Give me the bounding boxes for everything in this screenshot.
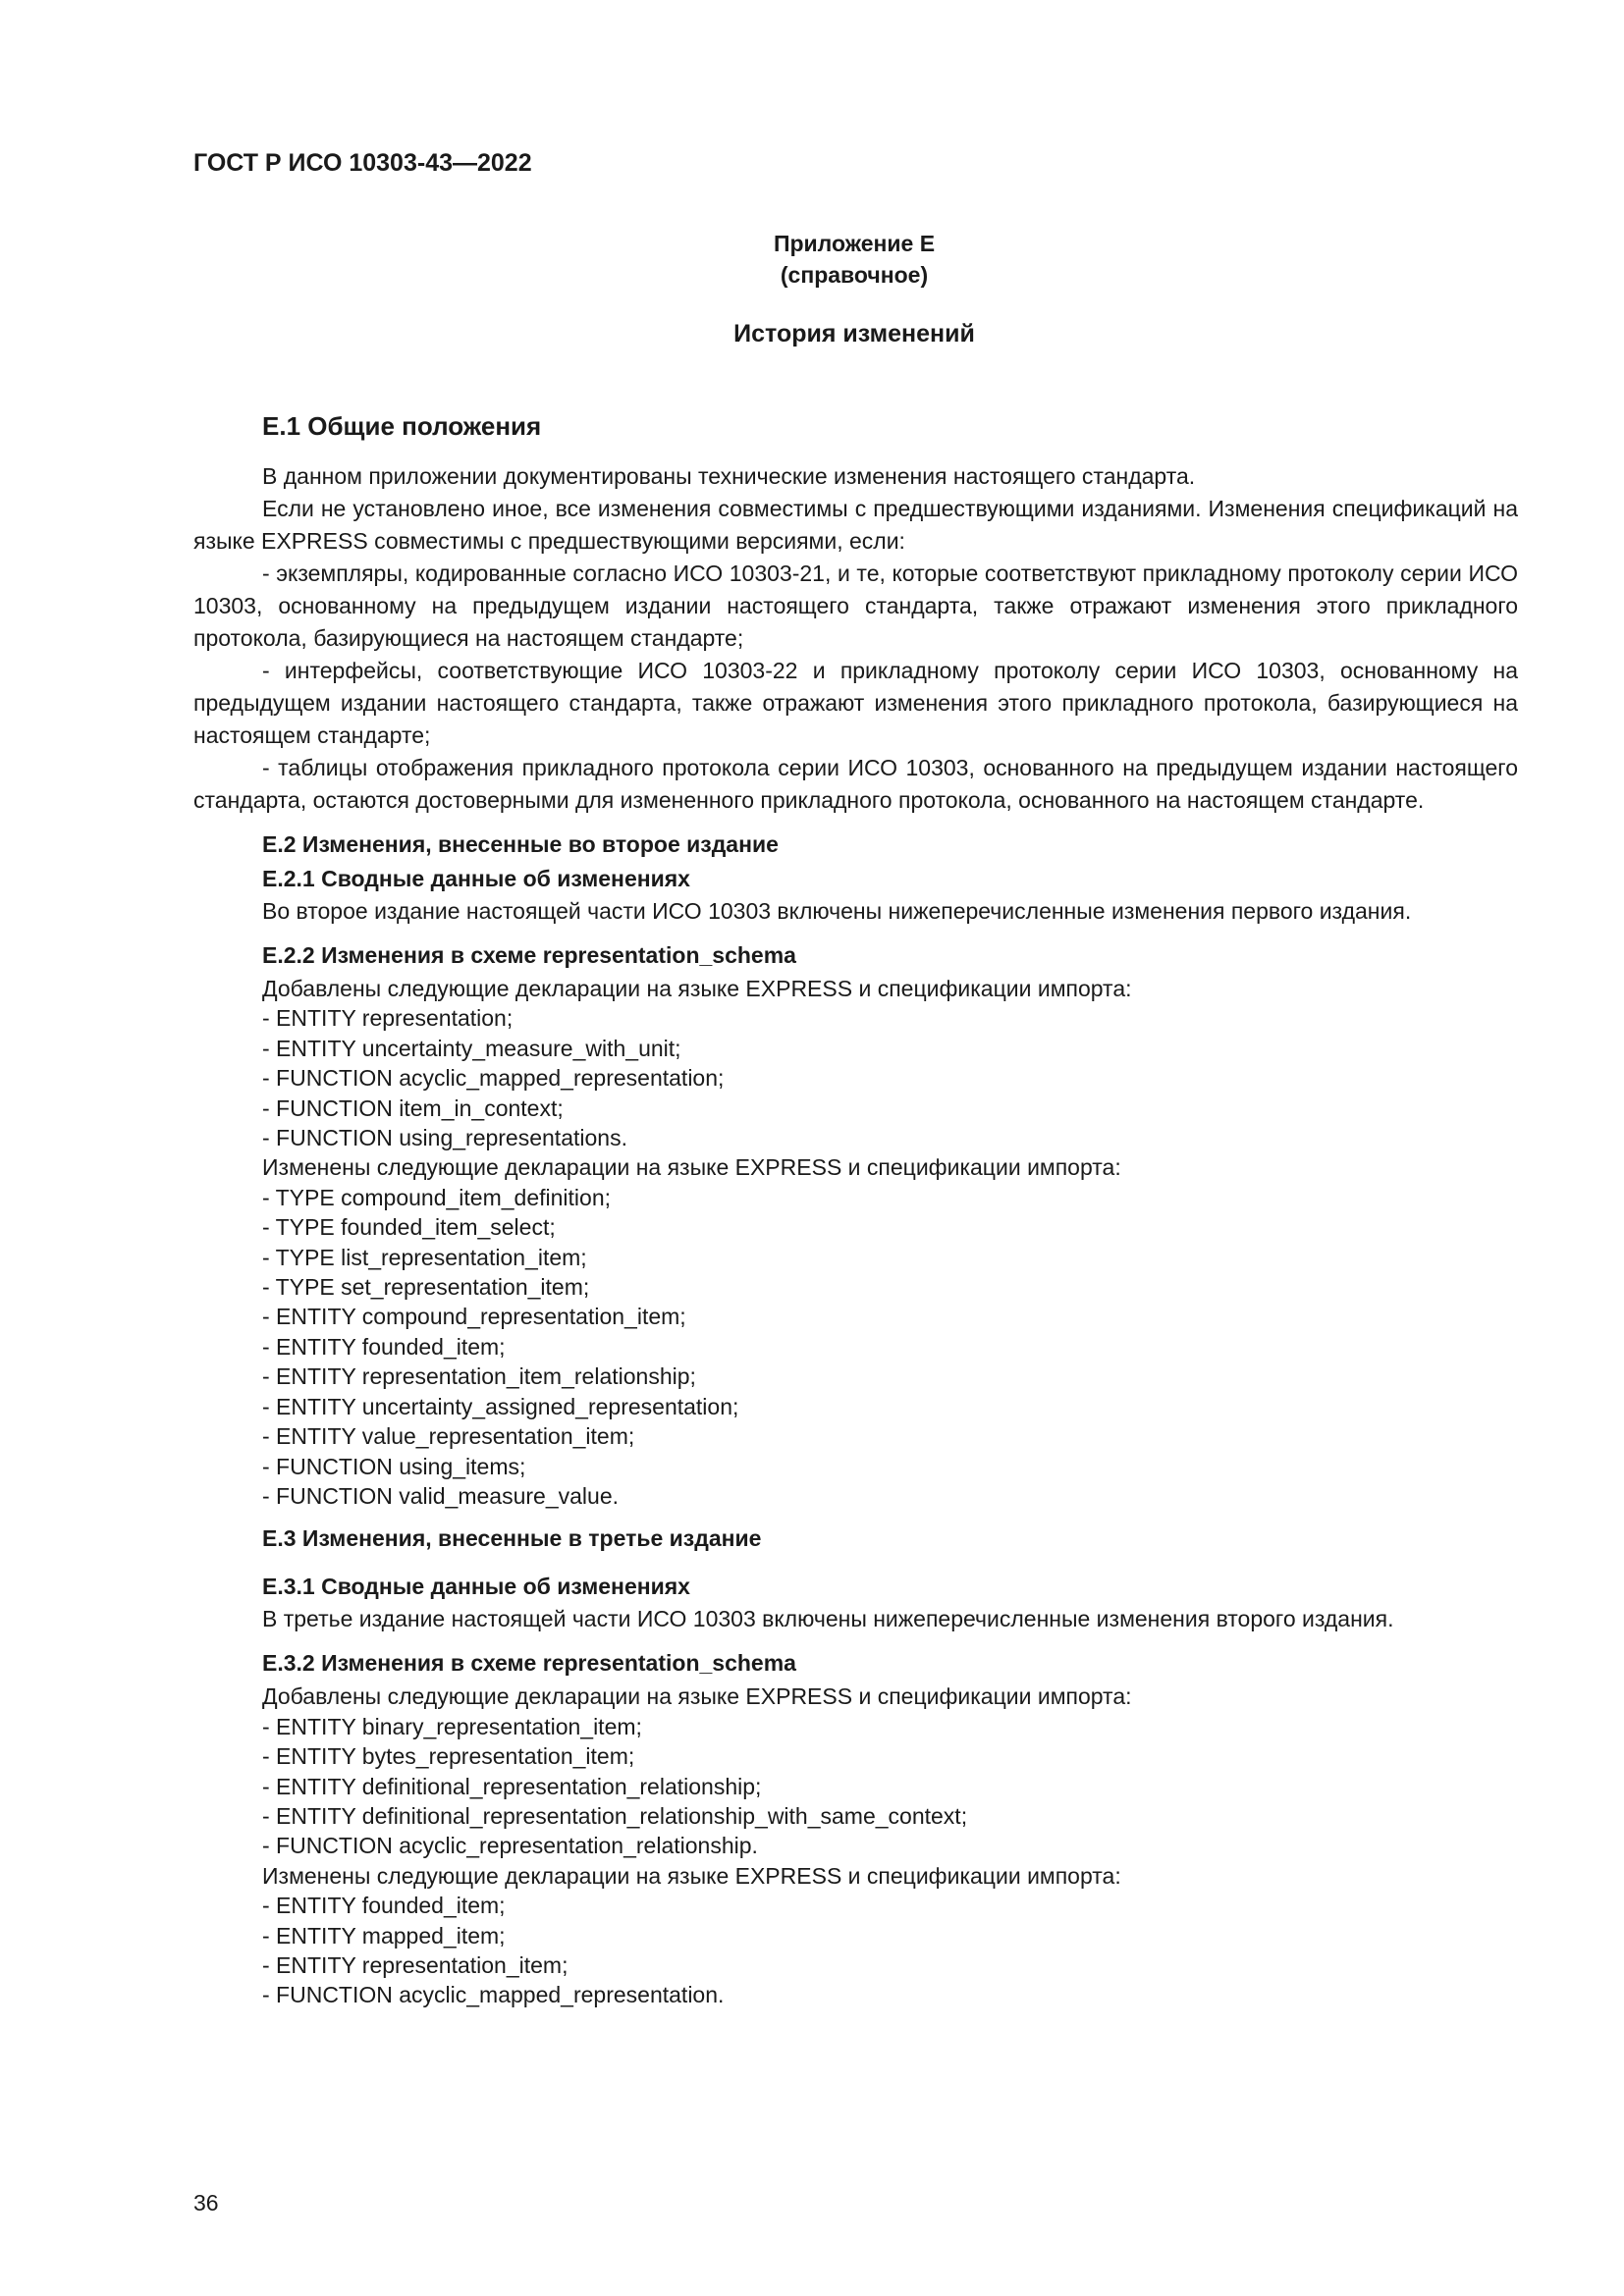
list-item: - FUNCTION item_in_context; — [262, 1095, 564, 1121]
subsection-heading-e31: Е.3.1 Сводные данные об изменениях — [262, 1574, 690, 1600]
annex-heading — [0, 228, 1624, 291]
list-item: - ENTITY uncertainty_assigned_representation; — [262, 1393, 739, 1419]
list-item: - FUNCTION acyclic_representation_relationship. — [262, 1833, 758, 1859]
subsection-heading-e32: Е.3.2 Изменения в схеме representation_schema — [262, 1650, 796, 1677]
changed-declarations-list — [193, 1183, 1518, 1511]
section-heading-e1: Е.1 Общие положения — [262, 411, 542, 441]
list-item: - TYPE list_representation_item; — [262, 1244, 587, 1270]
subsection-heading-e21: Е.2.1 Сводные данные об изменениях — [262, 866, 690, 891]
document-body — [193, 410, 1518, 2010]
list-item: - FUNCTION acyclic_mapped_representation. — [262, 1982, 725, 2008]
list-item: - FUNCTION acyclic_mapped_representation; — [262, 1065, 725, 1092]
page-number: 36 — [193, 2190, 219, 2216]
added-declarations-list — [193, 1712, 1518, 1861]
list-item: - FUNCTION using_items; — [262, 1453, 526, 1479]
list-item: - ENTITY representation_item; — [262, 1951, 568, 1978]
list-item: - ENTITY definitional_representation_relationship; — [262, 1773, 762, 1799]
changed-declarations-list — [193, 1891, 1518, 2010]
paragraph: В данном приложении документированы технические изменения настоящего стандарта. — [262, 463, 1196, 489]
document-id: ГОСТ Р ИСО 10303-43—2022 — [193, 149, 532, 177]
list-item: - ENTITY representation_item_relationship; — [262, 1363, 696, 1390]
section-heading-e2: Е.2 Изменения, внесенные во второе издание — [262, 831, 779, 857]
list-intro: Добавлены следующие декларации на языке EXPRESS и спецификации импорта: — [262, 1683, 1132, 1710]
annex-type: (справочное) — [780, 262, 929, 288]
section-heading-e3: Е.3 Изменения, внесенные в третье издание — [262, 1525, 762, 1552]
list-item: - ENTITY compound_representation_item; — [262, 1304, 686, 1330]
paragraph: Во второе издание настоящей части ИСО 10303 включены нижеперечисленные изменения первого издания. — [262, 898, 1412, 924]
list-item: - ENTITY bytes_representation_item; — [262, 1743, 635, 1770]
list-intro: Добавлены следующие декларации на языке EXPRESS и спецификации импорта: — [262, 976, 1132, 1001]
list-item: - ENTITY representation; — [262, 1005, 514, 1032]
list-item: - ENTITY definitional_representation_relationship_with_same_context; — [262, 1802, 968, 1829]
list-item: - TYPE compound_item_definition; — [262, 1184, 611, 1210]
paragraph: В третье издание настоящей части ИСО 10303 включены нижеперечисленные изменения второго издания. — [262, 1606, 1394, 1632]
paragraph: - интерфейсы, соответствующие ИСО 10303-22 и прикладному протоколу серии ИСО 10303, основанному на предыдущем издании настоящего стандарта, также отражают изменения этого прикладного протокола, базирующиеся на настоящем стандарте; — [193, 658, 1518, 748]
list-item: - ENTITY value_representation_item; — [262, 1423, 635, 1450]
list-intro: Изменены следующие декларации на языке EXPRESS и спецификации импорта: — [262, 1862, 1121, 1889]
paragraph: - экземпляры, кодированные согласно ИСО 10303-21, и те, которые соответствуют прикладному протоколу серии ИСО 10303, основанному на предыдущем издании настоящего стандарта, также отражают изменения этого прикладного протокола, базирующиеся на настоящем стандарте; — [193, 561, 1518, 651]
list-item: - FUNCTION valid_measure_value. — [262, 1482, 620, 1509]
list-item: - TYPE set_representation_item; — [262, 1274, 590, 1301]
list-item: - ENTITY mapped_item; — [262, 1922, 506, 1949]
annex-label: Приложение Е — [773, 231, 936, 256]
list-item: - ENTITY binary_representation_item; — [262, 1713, 642, 1739]
paragraph: - таблицы отображения прикладного протокола серии ИСО 10303, основанного на предыдущем издании настоящего стандарта, остаются достоверными для измененного прикладного протокола, основанного на настоящем стандарте. — [193, 755, 1518, 813]
spacer — [193, 1557, 1518, 1569]
list-item: - ENTITY founded_item; — [262, 1893, 506, 1919]
paragraph: Если не установлено иное, все изменения совместимы с предшествующими изданиями. Изменения спецификаций на языке EXPRESS совместимы с предшествующими версиями, если: — [193, 496, 1518, 554]
list-item: - FUNCTION using_representations. — [262, 1125, 627, 1151]
list-item: - ENTITY founded_item; — [262, 1333, 506, 1360]
list-intro: Изменены следующие декларации на языке EXPRESS и спецификации импорта: — [262, 1154, 1121, 1181]
annex-title: История изменений — [733, 320, 975, 347]
subsection-heading-e22: Е.2.2 Изменения в схеме representation_schema — [262, 942, 796, 968]
list-item: - TYPE founded_item_select; — [262, 1214, 556, 1241]
list-item: - ENTITY uncertainty_measure_with_unit; — [262, 1035, 681, 1061]
added-declarations-list — [193, 1003, 1518, 1152]
